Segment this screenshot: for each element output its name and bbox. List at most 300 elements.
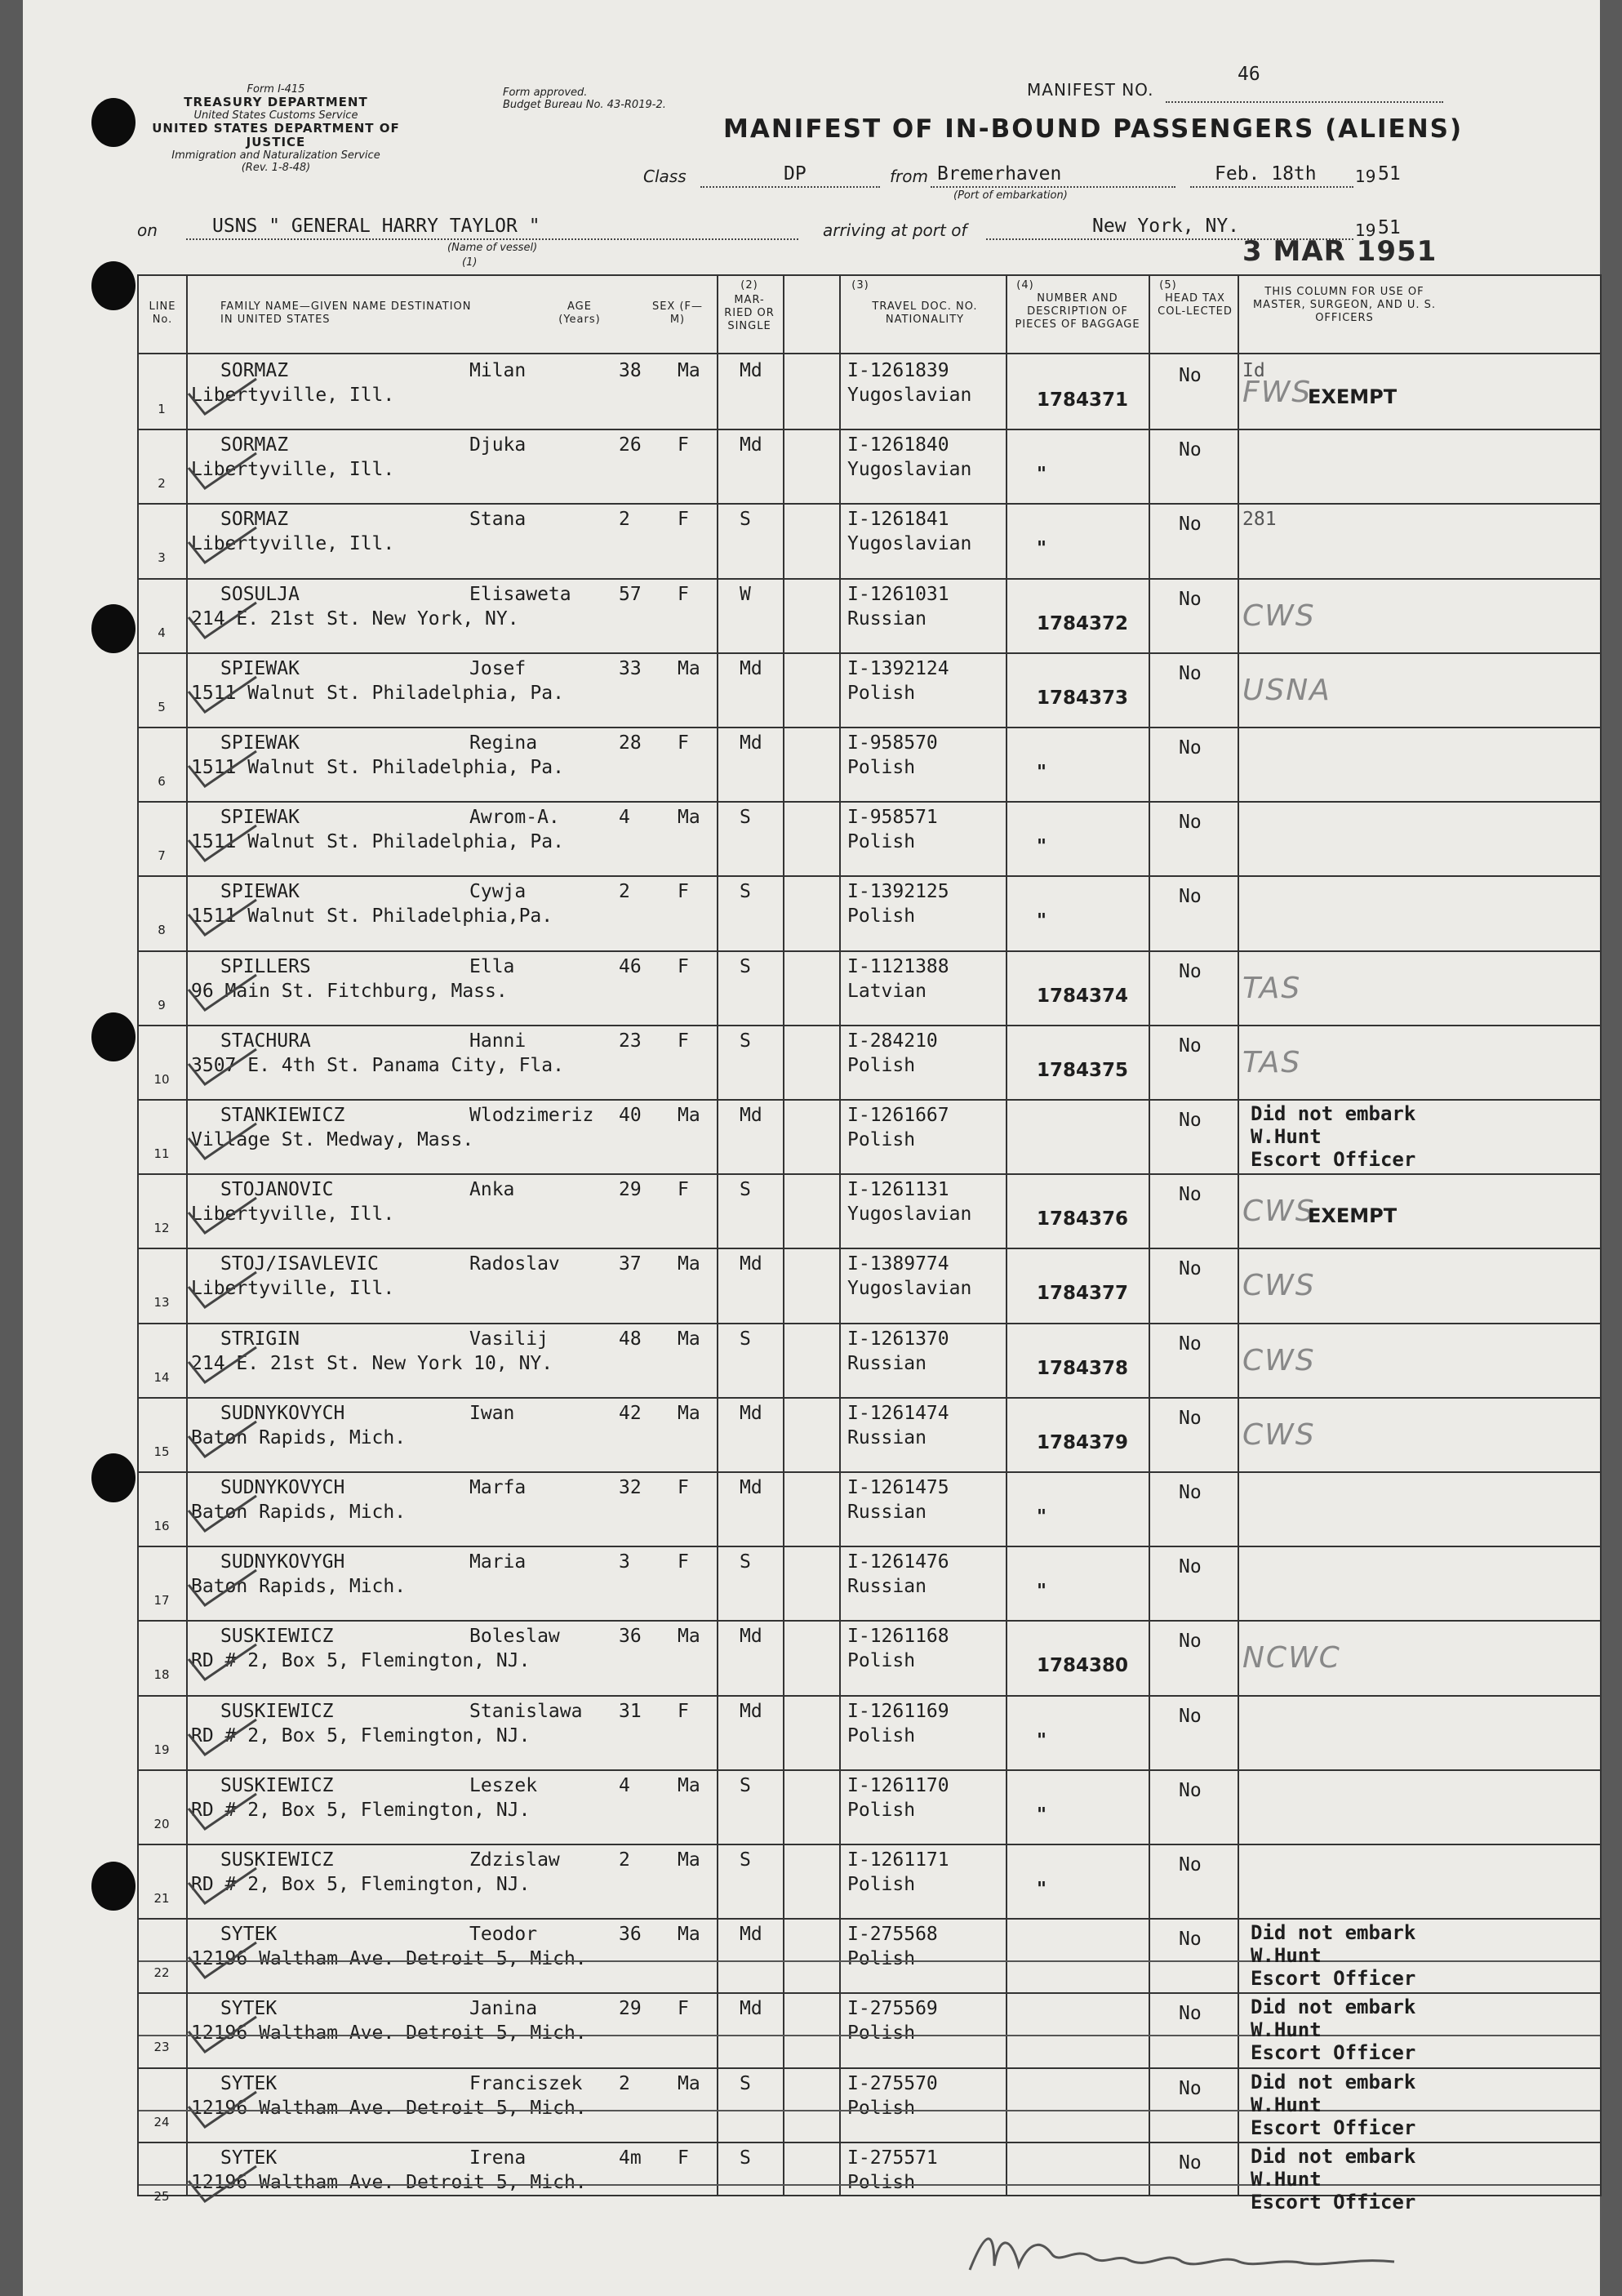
- marital-status: Md: [740, 1253, 762, 1275]
- head-tax: No: [1179, 365, 1202, 386]
- row-divider: [139, 1769, 1600, 1771]
- nationality: Polish: [847, 757, 916, 778]
- marital-status: Md: [740, 1998, 762, 2020]
- line-number: 16: [153, 1519, 170, 1533]
- marital-status: Md: [740, 360, 762, 381]
- remark-line: Escort Officer: [1251, 1967, 1416, 1991]
- passenger-row: [139, 1620, 1600, 1694]
- nationality: Yugoslavian: [847, 1204, 972, 1226]
- destination: Libertyville, Ill.: [191, 385, 395, 406]
- marital-status: W: [740, 583, 751, 605]
- destination: RD # 2, Box 5, Flemington, NJ.: [191, 1799, 531, 1821]
- sex: F: [678, 1998, 689, 2020]
- baggage-number: 1784376: [1037, 1208, 1129, 1230]
- age: 28: [619, 732, 642, 754]
- family-name: SUSKIEWICZ: [220, 1700, 334, 1722]
- nationality: Polish: [847, 1650, 916, 1672]
- did-not-embark-remark: [1251, 1996, 1415, 2064]
- department-of-justice: UNITED STATES DEPARTMENT OF JUSTICE: [152, 121, 400, 149]
- sponsoring-agency: USNA: [1242, 673, 1331, 707]
- sex: Ma: [678, 1774, 700, 1796]
- nationality: Yugoslavian: [847, 459, 972, 481]
- marital-status: S: [740, 881, 751, 903]
- family-name: SPILLERS: [220, 955, 311, 977]
- check-mark-icon: [184, 2156, 258, 2205]
- page-title: MANIFEST OF IN-BOUND PASSENGERS (ALIENS): [723, 114, 1464, 144]
- row-divider: [139, 2067, 1600, 2069]
- sex: F: [678, 732, 689, 754]
- age: 46: [619, 955, 642, 977]
- baggage-number: 1784380: [1037, 1655, 1129, 1677]
- row-divider: [139, 1471, 1600, 1473]
- row-divider: [139, 1844, 1600, 1845]
- age: 4m: [619, 2147, 642, 2169]
- line-number: 24: [153, 2114, 170, 2129]
- marital-status: Md: [740, 732, 762, 754]
- marital-status: Md: [740, 1700, 762, 1722]
- head-tax: No: [1179, 886, 1202, 908]
- passenger-row: [139, 1918, 1600, 1992]
- marital-status: S: [740, 1030, 751, 1052]
- travel-doc-number: I-275568: [847, 1924, 938, 1946]
- check-mark-icon: [184, 2082, 258, 2131]
- budget-bureau-number: Budget Bureau No. 43-R019-2.: [503, 99, 666, 111]
- family-name: SOSULJA: [220, 583, 300, 605]
- sex: F: [678, 2147, 689, 2169]
- baggage-number: 1784375: [1037, 1059, 1129, 1081]
- arrival-year: 51: [1378, 217, 1401, 238]
- check-mark-icon: [184, 1710, 258, 1759]
- row-divider: [139, 429, 1600, 430]
- age: 2: [619, 1849, 630, 1871]
- immigration-service: Immigration and Naturalization Service: [171, 149, 380, 162]
- passenger-row: [139, 1323, 1600, 1397]
- age: 38: [619, 360, 642, 381]
- form-identification: [137, 83, 415, 174]
- family-name: SPIEWAK: [220, 732, 300, 754]
- destination: 1511 Walnut St. Philadelphia, Pa.: [191, 682, 564, 704]
- row-divider: [139, 1992, 1600, 1994]
- revision-date: (Rev. 1-8-48): [241, 162, 311, 174]
- did-not-embark-remark: [1251, 2071, 1415, 2139]
- sex: Ma: [678, 1253, 700, 1275]
- age: 23: [619, 1030, 642, 1052]
- family-name: STACHURA: [220, 1030, 311, 1052]
- marital-status: S: [740, 807, 751, 829]
- marital-status: S: [740, 1551, 751, 1573]
- family-name: STOJANOVIC: [220, 1179, 334, 1201]
- from-port-value: Bremerhaven: [937, 163, 1062, 185]
- destination: 12196 Waltham Ave. Detroit 5, Mich.: [191, 2022, 587, 2045]
- sex: Ma: [678, 2072, 700, 2094]
- destination: Village St. Medway, Mass.: [191, 1129, 474, 1150]
- passenger-table: [137, 274, 1602, 2214]
- travel-doc-number: I-1261170: [847, 1774, 949, 1796]
- budget-approval: [503, 87, 666, 111]
- sponsoring-agency: FWS: [1242, 376, 1313, 409]
- manifest-no-value: 46: [1238, 64, 1260, 85]
- on-label: on: [137, 220, 158, 240]
- age: 4: [619, 807, 630, 829]
- baggage-number: 1784374: [1037, 985, 1129, 1007]
- passenger-row: [139, 1173, 1600, 1248]
- given-name: Stana: [469, 509, 527, 531]
- age: 36: [619, 1626, 642, 1648]
- travel-doc-number: I-1261841: [847, 509, 949, 531]
- passenger-row: [139, 578, 1600, 652]
- age: 32: [619, 1477, 642, 1498]
- line-number: 22: [153, 1965, 170, 1981]
- given-name: Leszek: [469, 1774, 538, 1796]
- manifest-no-label: MANIFEST NO.: [1027, 80, 1154, 100]
- destination: 1511 Walnut St. Philadelphia, Pa.: [191, 757, 564, 778]
- marital-status: S: [740, 1328, 751, 1350]
- check-mark-icon: [184, 443, 258, 492]
- row-divider: [139, 2142, 1600, 2143]
- age: 29: [619, 1179, 642, 1201]
- given-name: Josef: [469, 657, 527, 679]
- destination: Libertyville, Ill.: [191, 1204, 395, 1226]
- sex: Ma: [678, 1105, 700, 1126]
- baggage-number: 1784378: [1037, 1357, 1129, 1379]
- age: 31: [619, 1700, 642, 1722]
- remark-line: Escort Officer: [1251, 2041, 1416, 2065]
- col-number-3: (3): [851, 279, 869, 291]
- vessel-name: USNS " GENERAL HARRY TAYLOR ": [212, 216, 540, 237]
- line-number: 3: [158, 550, 166, 566]
- line-number: 9: [158, 997, 166, 1012]
- check-mark-icon: [184, 1486, 258, 1535]
- line-number: 5: [158, 699, 166, 714]
- head-tax: No: [1179, 514, 1202, 536]
- age: 2: [619, 881, 630, 903]
- line-number: 2: [158, 476, 166, 492]
- given-name: Teodor: [469, 1924, 538, 1946]
- row-divider: [139, 1397, 1600, 1399]
- row-divider: [139, 1323, 1600, 1324]
- remark-line: W.Hunt: [1251, 1944, 1322, 1968]
- line-number: 11: [153, 1146, 170, 1161]
- remark-line: Escort Officer: [1251, 2190, 1416, 2214]
- family-name: SUDNYKOVYGH: [220, 1551, 345, 1573]
- remark-line: Did not embark: [1251, 1996, 1416, 2019]
- check-mark-icon: [184, 816, 258, 865]
- baggage-number: 1784377: [1037, 1283, 1129, 1305]
- line-number: 20: [153, 1816, 170, 1831]
- age: 40: [619, 1105, 642, 1126]
- remark-line: W.Hunt: [1251, 2167, 1322, 2191]
- sponsoring-agency: CWS: [1242, 598, 1316, 633]
- head-tax: No: [1179, 812, 1202, 834]
- sponsoring-agency: CWS: [1242, 1269, 1316, 1303]
- travel-doc-number: I-284210: [847, 1030, 938, 1052]
- family-name: SYTEK: [220, 2147, 278, 2169]
- sex: Ma: [678, 1328, 700, 1350]
- destination: 214 E. 21st St. New York 10, NY.: [191, 1352, 553, 1374]
- sex: F: [678, 1030, 689, 1052]
- passenger-row: [139, 1546, 1600, 1620]
- baggage-number: ": [1037, 1804, 1047, 1826]
- row-divider: [139, 950, 1600, 952]
- line-number: 21: [153, 1891, 170, 1906]
- port-caption: (Port of embarkation): [953, 189, 1068, 202]
- head-tax: No: [1179, 960, 1202, 982]
- col-number-2: (2): [740, 279, 758, 291]
- line-number: 19: [153, 1742, 170, 1757]
- destination: 1511 Walnut St. Philadelphia, Pa.: [191, 831, 564, 853]
- marital-status: S: [740, 1179, 751, 1201]
- baggage-number: 1784373: [1037, 687, 1129, 709]
- destination: 3507 E. 4th St. Panama City, Fla.: [191, 1054, 564, 1076]
- check-mark-icon: [184, 369, 258, 418]
- destination: 1511 Walnut St. Philadelphia,Pa.: [191, 905, 553, 928]
- col-travel-doc: TRAVEL DOC. NO. NATIONALITY: [872, 300, 978, 326]
- travel-doc-number: I-1261169: [847, 1700, 949, 1722]
- age: 42: [619, 1402, 642, 1424]
- check-mark-icon: [184, 1039, 258, 1088]
- baggage-number: 1784379: [1037, 1431, 1129, 1453]
- given-name: Wlodzimeriz: [469, 1105, 594, 1126]
- binder-hole: [91, 261, 136, 310]
- line-number: 8: [158, 923, 166, 938]
- passenger-row: [139, 875, 1600, 950]
- marital-status: S: [740, 1774, 751, 1796]
- treasury-department: TREASURY DEPARTMENT: [184, 95, 368, 109]
- baggage-number: 1784372: [1037, 612, 1129, 634]
- check-mark-icon: [184, 741, 258, 790]
- remark-line: Did not embark: [1251, 1102, 1416, 1125]
- remark-line: Escort Officer: [1251, 2116, 1416, 2139]
- head-tax: No: [1179, 1035, 1202, 1057]
- family-name: SUDNYKOVYCH: [220, 1477, 345, 1498]
- destination: Libertyville, Ill.: [191, 459, 395, 481]
- destination: Baton Rapids, Mich.: [191, 1426, 407, 1448]
- baggage-number: ": [1037, 1879, 1047, 1900]
- age: 29: [619, 1998, 642, 2020]
- age: 33: [619, 657, 642, 679]
- marital-status: Md: [740, 1402, 762, 1424]
- row-divider: [139, 1099, 1600, 1101]
- passenger-row: [139, 1844, 1600, 1918]
- travel-doc-number: I-1261476: [847, 1551, 949, 1573]
- travel-doc-number: I-1261474: [847, 1402, 949, 1424]
- row-divider: [139, 801, 1600, 803]
- nationality: Yugoslavian: [847, 1278, 972, 1300]
- marital-status: Md: [740, 1105, 762, 1126]
- given-name: Ella: [469, 955, 515, 977]
- head-tax: No: [1179, 2077, 1202, 2099]
- row-divider: [139, 503, 1600, 505]
- marital-status: Md: [740, 434, 762, 456]
- sponsoring-agency: TAS: [1242, 971, 1302, 1005]
- passenger-row: [139, 1471, 1600, 1546]
- given-name: Regina: [469, 732, 538, 754]
- given-name: Hanni: [469, 1030, 527, 1052]
- check-mark-icon: [184, 1933, 258, 1982]
- sex: Ma: [678, 1849, 700, 1871]
- exempt-stamp: EXEMPT: [1308, 1204, 1398, 1228]
- binder-hole: [91, 604, 136, 653]
- family-name: SYTEK: [220, 2072, 278, 2094]
- passenger-row: [139, 429, 1600, 503]
- passenger-row: [139, 727, 1600, 801]
- baggage-number: ": [1037, 1506, 1047, 1528]
- travel-doc-number: I-275571: [847, 2147, 938, 2169]
- sex: F: [678, 955, 689, 977]
- sex: F: [678, 1477, 689, 1498]
- officer-signature: [962, 2221, 1419, 2286]
- row-divider: [139, 1620, 1600, 1622]
- family-name: SORMAZ: [220, 360, 289, 381]
- vessel-caption: (Name of vessel): [447, 242, 538, 254]
- check-mark-icon: [184, 1560, 258, 1609]
- col-sex: SEX (F—M): [651, 300, 704, 326]
- remark-line: W.Hunt: [1251, 1125, 1322, 1148]
- check-mark-icon: [184, 1262, 258, 1311]
- check-mark-icon: [184, 1337, 258, 1386]
- marital-status: Md: [740, 1924, 762, 1946]
- nationality: Russian: [847, 1352, 927, 1374]
- travel-doc-number: I-275569: [847, 1998, 938, 2020]
- sex: F: [678, 1700, 689, 1722]
- class-value: DP: [784, 163, 807, 185]
- nationality: Polish: [847, 2171, 916, 2193]
- nationality: Russian: [847, 607, 927, 630]
- binder-hole: [91, 98, 136, 147]
- travel-doc-number: I-1392124: [847, 657, 949, 679]
- destination: Libertyville, Ill.: [191, 533, 395, 555]
- marital-status: S: [740, 2072, 751, 2094]
- passenger-row: [139, 2142, 1600, 2216]
- family-name: STRIGIN: [220, 1328, 300, 1350]
- line-number: 15: [153, 1444, 170, 1459]
- line-number: 25: [153, 2188, 170, 2204]
- col-baggage: NUMBER AND DESCRIPTION OF PIECES OF BAGGAGE: [1015, 292, 1140, 331]
- check-mark-icon: [184, 667, 258, 716]
- vessel-column-number: (1): [462, 256, 478, 269]
- nationality: Yugoslavian: [847, 385, 972, 406]
- nationality: Polish: [847, 1129, 916, 1150]
- passenger-row: [139, 1695, 1600, 1769]
- family-name: SPIEWAK: [220, 881, 300, 903]
- travel-doc-number: I-1261168: [847, 1626, 949, 1648]
- given-name: Iwan: [469, 1402, 515, 1424]
- destination: Libertyville, Ill.: [191, 1278, 395, 1300]
- head-tax: No: [1179, 1407, 1202, 1429]
- given-name: Awrom-A.: [469, 807, 560, 829]
- family-name: SUSKIEWICZ: [220, 1774, 334, 1796]
- age: 3: [619, 1551, 630, 1573]
- marital-status: S: [740, 509, 751, 531]
- row-divider: [139, 875, 1600, 877]
- did-not-embark-remark: [1251, 2145, 1415, 2214]
- age: 2: [619, 2072, 630, 2094]
- age: 48: [619, 1328, 642, 1350]
- passenger-row: [139, 1099, 1600, 1173]
- destination: 214 E. 21st St. New York, NY.: [191, 607, 519, 630]
- remark-line: W.Hunt: [1251, 2093, 1322, 2116]
- sponsoring-agency: TAS: [1242, 1045, 1302, 1079]
- baggage-number: ": [1037, 836, 1047, 858]
- check-mark-icon: [184, 1188, 258, 1237]
- sponsoring-agency: CWS: [1242, 1195, 1316, 1229]
- head-tax: No: [1179, 737, 1202, 759]
- head-tax: No: [1179, 2003, 1202, 2025]
- nationality: Polish: [847, 1799, 916, 1821]
- baggage-number: ": [1037, 762, 1047, 783]
- head-tax: No: [1179, 1929, 1202, 1951]
- head-tax: No: [1179, 1333, 1202, 1355]
- sponsoring-agency: CWS: [1242, 1417, 1316, 1452]
- nationality: Russian: [847, 1502, 927, 1523]
- col-number-4: (4): [1016, 279, 1034, 291]
- col-line-no: LINE No.: [149, 300, 176, 326]
- destination: 12196 Waltham Ave. Detroit 5, Mich.: [191, 1948, 587, 1970]
- passenger-row: [139, 950, 1600, 1025]
- check-mark-icon: [184, 1784, 258, 1833]
- given-name: Marfa: [469, 1477, 527, 1498]
- given-name: Milan: [469, 360, 527, 381]
- travel-doc-number: I-1121388: [847, 955, 949, 977]
- row-divider: [139, 1173, 1600, 1175]
- nationality: Polish: [847, 1054, 916, 1076]
- passenger-row: [139, 503, 1600, 577]
- family-name: STANKIEWICZ: [220, 1105, 345, 1126]
- age: 4: [619, 1774, 630, 1796]
- line-number: 13: [153, 1295, 170, 1310]
- check-mark-icon: [184, 2007, 258, 2056]
- nationality: Polish: [847, 2022, 916, 2045]
- travel-doc-number: I-1261475: [847, 1477, 949, 1498]
- baggage-number: ": [1037, 538, 1047, 560]
- sex: F: [678, 509, 689, 531]
- given-name: Anka: [469, 1179, 515, 1201]
- travel-doc-number: I-958571: [847, 807, 938, 829]
- head-tax: No: [1179, 1482, 1202, 1503]
- col-married-single: MAR-RIED OR SINGLE: [724, 294, 775, 332]
- arrival-year-prefix: 19: [1355, 220, 1376, 240]
- manifest-sheet: [23, 0, 1600, 2296]
- nationality: Polish: [847, 905, 916, 928]
- nationality: Russian: [847, 1426, 927, 1448]
- head-tax: No: [1179, 439, 1202, 461]
- family-name: SYTEK: [220, 1998, 278, 2020]
- travel-doc-number: I-1261171: [847, 1849, 949, 1871]
- row-divider: [139, 727, 1600, 728]
- family-name: SUSKIEWICZ: [220, 1626, 334, 1648]
- destination: RD # 2, Box 5, Flemington, NJ.: [191, 1724, 531, 1746]
- sex: F: [678, 434, 689, 456]
- baggage-number: 1784371: [1037, 389, 1129, 411]
- marital-status: S: [740, 2147, 751, 2169]
- remark-line: W.Hunt: [1251, 2018, 1322, 2042]
- remark-line: Did not embark: [1251, 2144, 1416, 2168]
- destination: RD # 2, Box 5, Flemington, NJ.: [191, 1650, 531, 1672]
- sponsoring-agency: CWS: [1242, 1343, 1316, 1377]
- check-mark-icon: [184, 518, 258, 567]
- sex: Ma: [678, 1924, 700, 1946]
- check-mark-icon: [184, 1114, 258, 1163]
- binder-hole: [91, 1862, 136, 1911]
- family-name: STOJ/ISAVLEVIC: [220, 1253, 379, 1275]
- line-number: 18: [153, 1667, 170, 1683]
- head-tax: No: [1179, 1556, 1202, 1578]
- marital-status: Md: [740, 1477, 762, 1498]
- nationality: Russian: [847, 1576, 927, 1598]
- destination: 12196 Waltham Ave. Detroit 5, Mich.: [191, 2171, 587, 2193]
- remark-line: Did not embark: [1251, 2070, 1416, 2094]
- line-number: 6: [158, 774, 166, 789]
